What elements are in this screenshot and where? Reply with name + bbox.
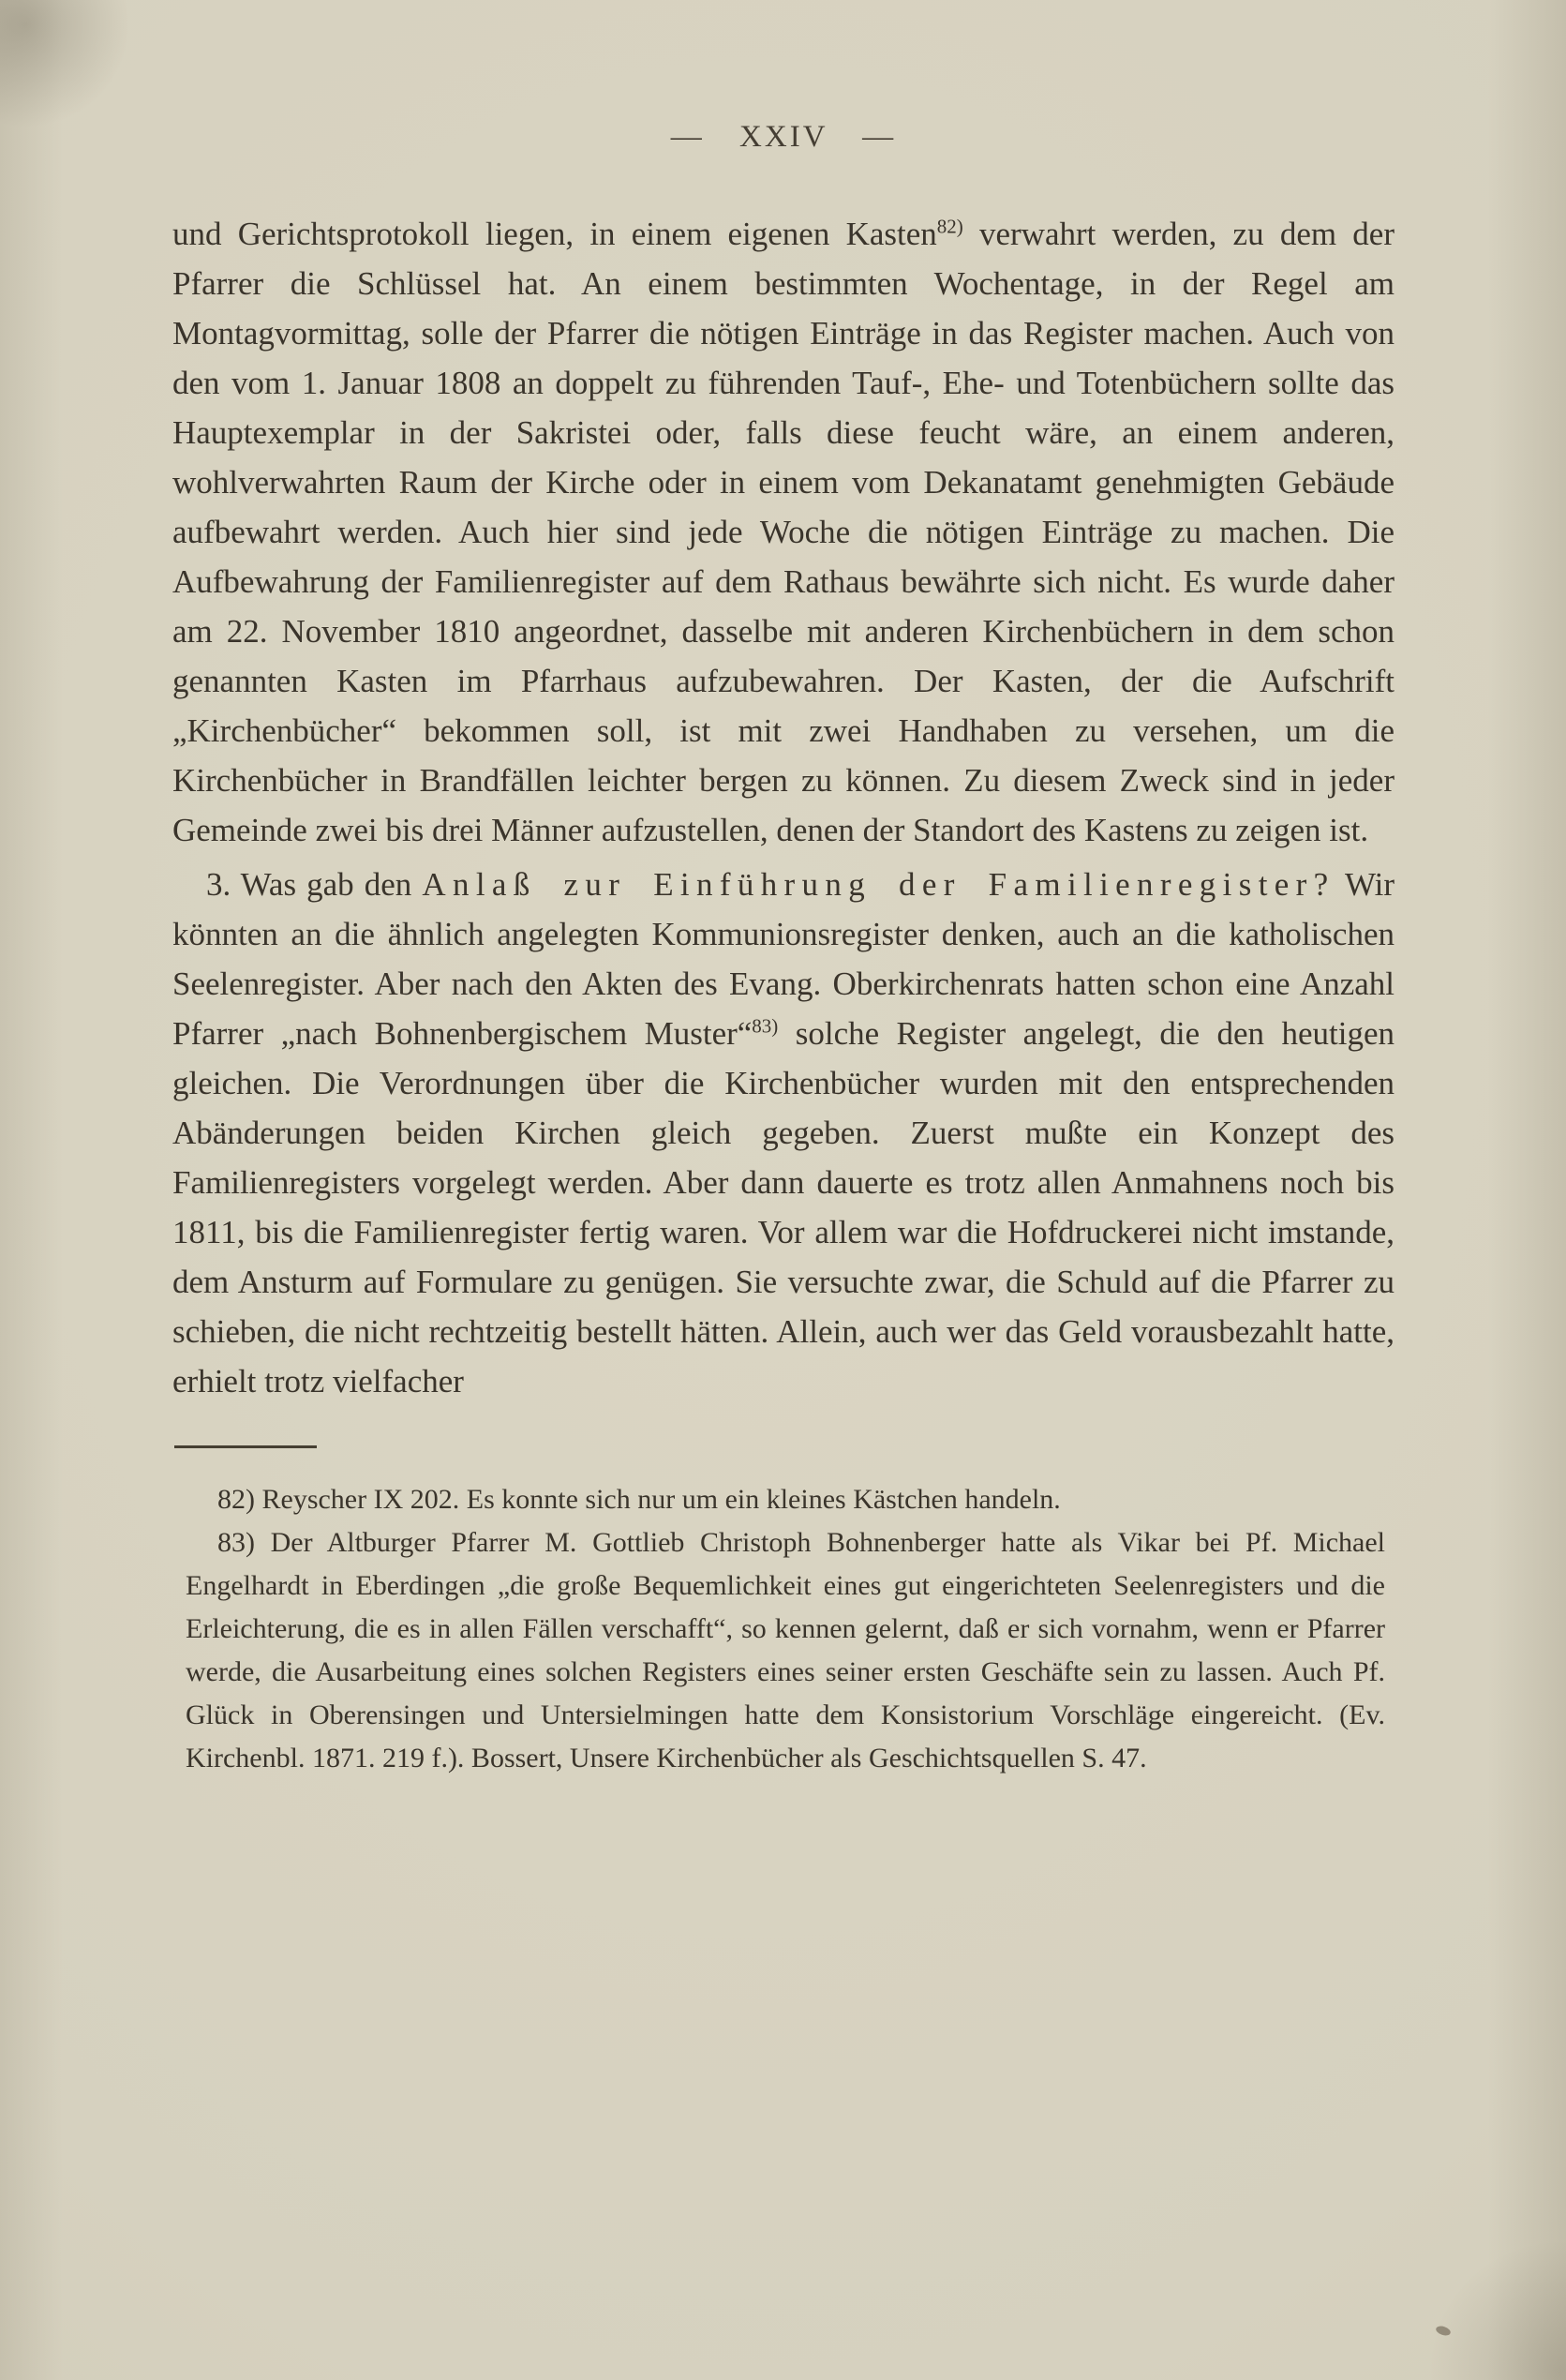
paragraph-2-text-continued: solche Register angelegt, die den heutigen gleichen. Die Verordnungen über die Kirchenbücher wurden mit den entsprechenden Abänderungen beiden Kirchen gleich gegeben. Zuerst mußte ein Konzept des Familienregisters vorgelegt werden. Aber dann dauerte es trotz allen Anmahnens noch bis 1811, bis die Familienregister fertig waren. Vor allem war die Hofdruckerei nicht imstande, dem Ansturm auf Formulare zu genügen. Sie versuchte zwar, die Schuld auf die Pfarrer zu schieben, die nicht rechtzeitig bestellt hätten. Allein, auch wer das Geld vorausbezahlt hatte, erhielt trotz vielfacher [172, 1015, 1394, 1400]
footnote-82: 82) Reyscher IX 202. Es konnte sich nur um ein kleines Kästchen handeln. [217, 1484, 1061, 1515]
paragraph-2-lead: 3. Was gab den [206, 866, 423, 903]
footnotes [172, 1478, 1385, 1780]
paragraph-1-text: und Gerichtsprotokoll liegen, in einem eigenen Kasten [172, 216, 937, 252]
paragraph-1-text-continued: verwahrt werden, zu dem der Pfarrer die Schlüssel hat. An einem bestimmten Wochentage, in der Regel am Montagvormittag, solle der Pfarrer die nötigen Einträge in das Register machen. Auch von den vom 1. Januar 1808 an doppelt zu führenden Tauf-, Ehe- und Totenbüchern sollte das Hauptexemplar in der Sakristei oder, falls diese feucht wäre, an einem anderen, wohlverwahrten Raum der Kirche oder in einem vom Dekanatamt genehmigten Gebäude aufbewahrt werden. Auch hier sind jede Woche die nötigen Einträge zu machen. Die Aufbewahrung der Familienregister auf dem Rathaus bewährte sich nicht. Es wurde daher am 22. November 1810 angeordnet, dasselbe mit anderen Kirchenbüchern in dem schon genannten Kasten im Pfarrhaus aufzubewahren. Der Kasten, der die Aufschrift „Kirchenbücher“ bekommen soll, ist mit zwei Handhaben zu versehen, um die Kirchenbücher in Brandfällen leichter bergen zu können. Zu diesem Zweck sind in jeder Gemeinde zwei bis drei Männer aufzustellen, denen der Standort des Kastens zu zeigen ist. [172, 216, 1394, 848]
scan-speck [1435, 2325, 1452, 2338]
footnote-ref-83: 83) [752, 1014, 779, 1038]
body-text [172, 209, 1394, 1406]
footnote-ref-82: 82) [936, 215, 963, 238]
paragraph-2 [172, 860, 1394, 1406]
footnote-separator [174, 1445, 317, 1448]
spaced-emphasis-text: Anlaß zur Einführung der Familienregister? [422, 866, 1335, 903]
footnote-83: 83) Der Altburger Pfarrer M. Gottlieb Christoph Bohnenberger hatte als Vikar bei Pf. Michael Engelhardt in Eberdingen „die große Bequemlichkeit eines gut eingerichteten Seelenregisters und die Erleichterung, die es in allen Fällen verschafft“, so kennen gelernt, daß er sich vornahm, wenn er Pfarrer werde, die Ausarbeitung eines solchen Registers eines seiner ersten Geschäfte sein zu lassen. Auch Pf. Glück in Oberensingen und Untersielmingen hatte dem Konsistorium Vorschläge eingereicht. (Ev. Kirchenbl. 1871. 219 f.). Bossert, Unsere Kirchenbücher als Geschichtsquellen S. 47. [186, 1527, 1385, 1774]
text-column [172, 120, 1394, 1780]
paragraph-1 [172, 209, 1394, 855]
paragraph-2-text: Wir könnten an die ähnlich angelegten Kommunionsregister denken, auch an die katholischen Seelenregister. Aber nach den Akten des Evang. Oberkirchenrats hatten schon eine Anzahl Pfarrer „nach Bohnenbergischem Muster“ [172, 866, 1394, 1052]
page-number-header: — XXIV — [670, 120, 897, 154]
